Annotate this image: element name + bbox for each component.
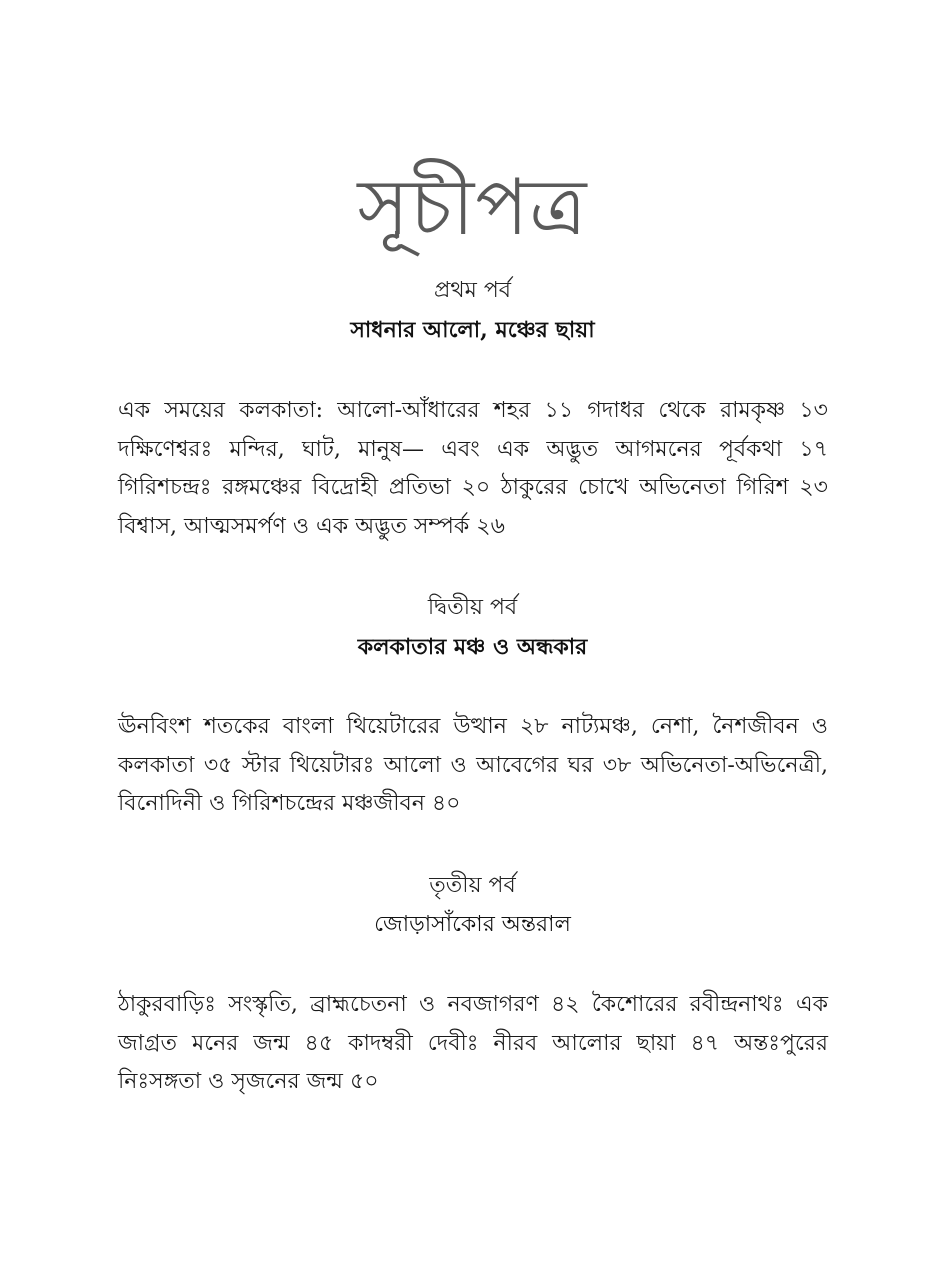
part-two-entries: ঊনবিংশ শতকের বাংলা থিয়েটারের উত্থান ২৮ নাট্যমঞ্চ, নেশা, নৈশজীবন ও কলকাতা ৩৫ স্টার থিয়েটারঃ আলো ও আবেগের ঘর ৩৮ অভিনেতা-অভিনেত্রী, বিনোদিনী ও গিরিশচন্দ্রের মঞ্চজীবন ৪০ bbox=[118, 714, 828, 816]
part-one-heading: সাধনার আলো, মঞ্চের ছায়া bbox=[350, 317, 595, 343]
part-three-entries: ঠাকুরবাড়িঃ সংস্কৃতি, ব্রাহ্মচেতনা ও নবজাগরণ ৪২ কৈশোরের রবীন্দ্রনাথঃ এক জাগ্রত মনের জন্ম ৪৫ কাদম্বরী দেবীঃ নীরব আলোর ছায়া ৪৭ অন্তঃপুরের নিঃসঙ্গতা ও সৃজনের জন্ম ৫০ bbox=[118, 992, 828, 1094]
part-two-label: দ্বিতীয় পর্ব bbox=[427, 595, 518, 620]
part-one-entries: এক সময়ের কলকাতা: আলো-আঁধারের শহর ১১ গদাধর থেকে রামকৃষ্ণ ১৩ দক্ষিণেশ্বরঃ মন্দির, ঘাট, মানুষ— এবং এক অদ্ভুত আগমনের পূর্বকথা ১৭ গিরিশচন্দ্রঃ রঙ্গমঞ্চের বিদ্রোহী প্রতিভা ২০ ঠাকুরের চোখে অভিনেতা গিরিশ ২৩ বিশ্বাস, আত্মসমর্পণ ও এক অদ্ভুত সম্পর্ক ২৬ bbox=[118, 398, 828, 539]
part-one-label: প্রথম পর্ব bbox=[433, 278, 512, 303]
part-three-label: তৃতীয় পর্ব bbox=[429, 873, 516, 898]
page-title: সূচীপত্র bbox=[357, 163, 588, 253]
part-two-heading: কলকাতার মঞ্চ ও অন্ধকার bbox=[357, 634, 588, 660]
part-three-heading: জোড়াসাঁকোর অন্তরাল bbox=[374, 912, 571, 937]
